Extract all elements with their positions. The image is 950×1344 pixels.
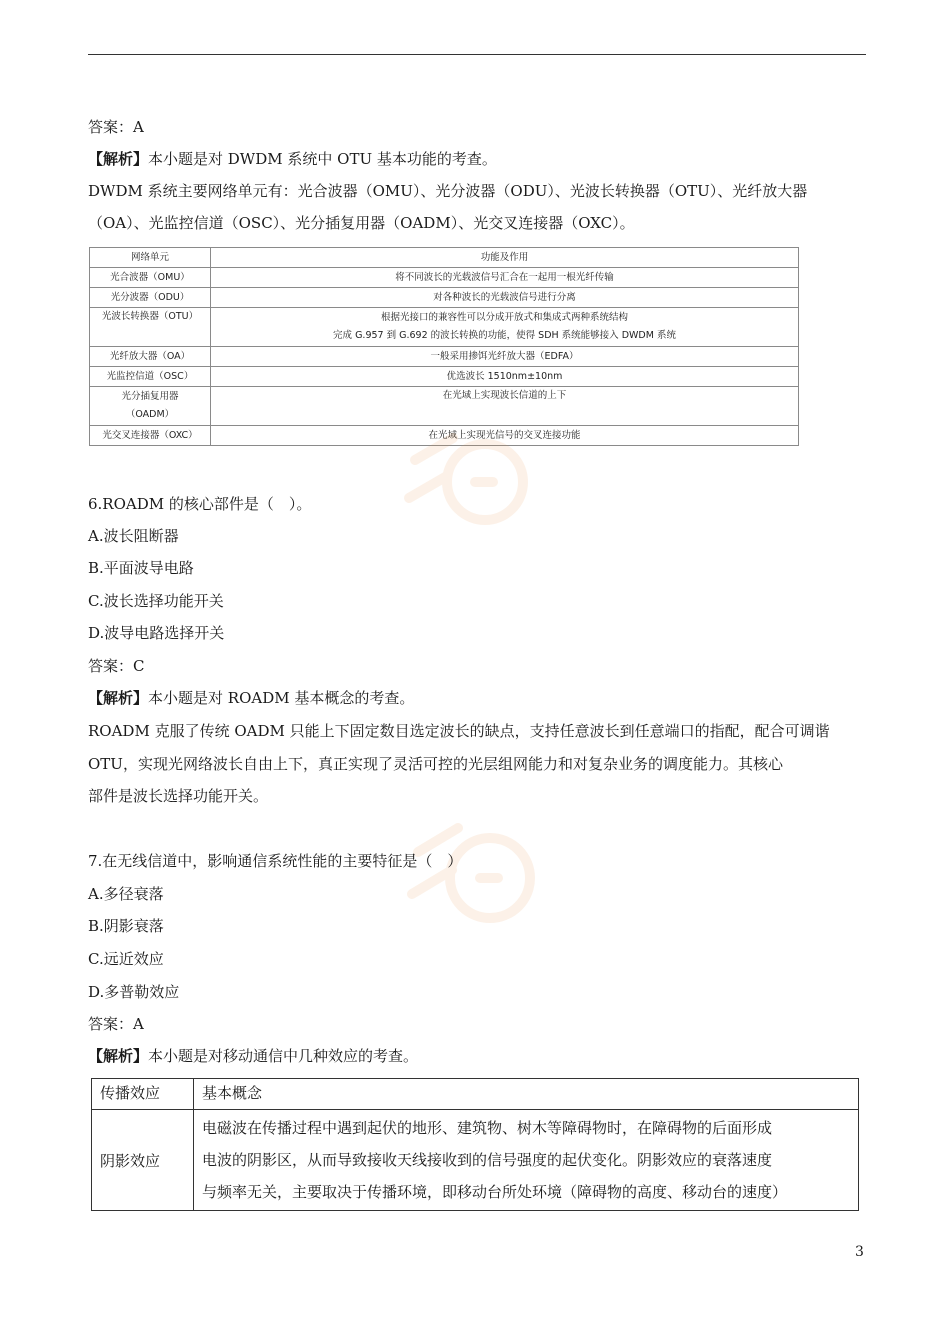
function-cell: 对各种波长的光载波信号进行分离 bbox=[211, 288, 799, 308]
table-row bbox=[90, 308, 799, 347]
propagation-effect-table bbox=[91, 1078, 859, 1211]
unit-cell: 光纤放大器（OA） bbox=[90, 347, 211, 367]
function-cell: 在光域上实现波长信道的上下 bbox=[211, 387, 799, 426]
unit-cell: 光波长转换器（OTU） bbox=[90, 308, 211, 347]
function-line: 完成 G.957 到 G.692 的波长转换的功能，使得 SDH 系统能够接入 DWDM 系统 bbox=[333, 330, 676, 341]
analysis-tag: 【解析】 bbox=[88, 1047, 149, 1065]
unit-cell: 光分波器（ODU） bbox=[90, 288, 211, 308]
q6-analysis-line: ROADM 克服了传统 OADM 只能上下固定数目选定波长的缺点，支持任意波长到任意端口的指配，配合可调谐 bbox=[88, 722, 830, 740]
unit-cell: 光监控信道（OSC） bbox=[90, 367, 211, 387]
function-cell: 优选波长 1510nm±10nm bbox=[211, 367, 799, 387]
header-cell: 功能及作用 bbox=[211, 248, 799, 268]
page-number: 3 bbox=[855, 1244, 864, 1260]
analysis-text: 本小题是对移动通信中几种效应的考查。 bbox=[148, 1047, 419, 1065]
description-line: 电波的阴影区，从而导致接收天线接收到的信号强度的起伏变化。阴影效应的衰落速度 bbox=[202, 1151, 773, 1169]
table-header-row bbox=[90, 248, 799, 268]
q6-analysis-line: 部件是波长选择功能开关。 bbox=[88, 787, 269, 805]
unit-cell bbox=[90, 387, 211, 426]
unit-cell: 光合波器（OMU） bbox=[90, 268, 211, 288]
q6-option: C.波长选择功能开关 bbox=[88, 592, 224, 610]
q7-option: C.远近效应 bbox=[88, 950, 164, 968]
function-cell: 将不同波长的光载波信号汇合在一起用一根光纤传输 bbox=[211, 268, 799, 288]
effect-name-cell: 阴影效应 bbox=[92, 1110, 194, 1211]
q7-option: A.多径衰落 bbox=[88, 885, 164, 903]
q6-analysis-line: OTU，实现光网络波长自由上下，真正实现了灵活可控的光层组网能力和对复杂业务的调度能力。其核心 bbox=[88, 755, 783, 773]
q6-question: 6.ROADM 的核心部件是（ ）。 bbox=[88, 495, 312, 513]
unit-cell: 光交叉连接器（OXC） bbox=[90, 426, 211, 446]
function-cell: 在光域上实现光信号的交叉连接功能 bbox=[211, 426, 799, 446]
prev-analysis bbox=[88, 149, 497, 169]
function-cell: 一般采用掺饵光纤放大器（EDFA） bbox=[211, 347, 799, 367]
header-rule bbox=[88, 54, 866, 55]
description-line: 电磁波在传播过程中遇到起伏的地形、建筑物、树木等障碍物时，在障碍物的后面形成 bbox=[202, 1119, 773, 1137]
function-cell bbox=[211, 308, 799, 347]
table-row bbox=[92, 1110, 859, 1211]
table-row bbox=[90, 268, 799, 288]
table-header-row bbox=[92, 1079, 859, 1110]
q6-analysis bbox=[88, 688, 414, 708]
analysis-text: 本小题是对 DWDM 系统中 OTU 基本功能的考查。 bbox=[148, 150, 497, 168]
header-cell: 基本概念 bbox=[194, 1079, 859, 1110]
watermark-logo bbox=[395, 420, 545, 540]
table-row bbox=[90, 347, 799, 367]
q6-answer: 答案：C bbox=[88, 657, 145, 675]
network-unit-table bbox=[89, 247, 799, 446]
q7-analysis bbox=[88, 1046, 418, 1066]
header-cell: 传播效应 bbox=[92, 1079, 194, 1110]
table-row bbox=[90, 367, 799, 387]
header-cell: 网络单元 bbox=[90, 248, 211, 268]
watermark-logo bbox=[398, 810, 548, 940]
q6-option: D.波导电路选择开关 bbox=[88, 624, 225, 642]
analysis-tag: 【解析】 bbox=[88, 150, 149, 168]
description-line: 与频率无关，主要取决于传播环境，即移动台所处环境（障碍物的高度、移动台的速度） bbox=[202, 1183, 788, 1201]
q6-option: B.平面波导电路 bbox=[88, 559, 194, 577]
q7-question: 7.在无线信道中，影响通信系统性能的主要特征是（ ） bbox=[88, 852, 463, 870]
q7-answer: 答案：A bbox=[88, 1015, 144, 1033]
prev-analysis-line: DWDM 系统主要网络单元有：光合波器（OMU）、光分波器（ODU）、光波长转换器（OTU）、光纤放大器 bbox=[88, 182, 808, 200]
unit-line: 光分插复用器 bbox=[121, 391, 179, 402]
function-line: 根据光接口的兼容性可以分成开放式和集成式两种系统结构 bbox=[380, 312, 628, 323]
q6-option: A.波长阻断器 bbox=[88, 527, 179, 545]
q7-option: B.阴影衰落 bbox=[88, 917, 164, 935]
analysis-tag: 【解析】 bbox=[88, 689, 149, 707]
effect-description-cell bbox=[194, 1110, 859, 1211]
prev-answer: 答案：A bbox=[88, 118, 144, 136]
q7-option: D.多普勒效应 bbox=[88, 983, 180, 1001]
prev-analysis-line: （OA）、光监控信道（OSC）、光分插复用器（OADM）、光交叉连接器（OXC）。 bbox=[88, 214, 635, 232]
unit-line: （OADM） bbox=[125, 409, 175, 420]
table-row bbox=[90, 288, 799, 308]
analysis-text: 本小题是对 ROADM 基本概念的考查。 bbox=[148, 689, 415, 707]
